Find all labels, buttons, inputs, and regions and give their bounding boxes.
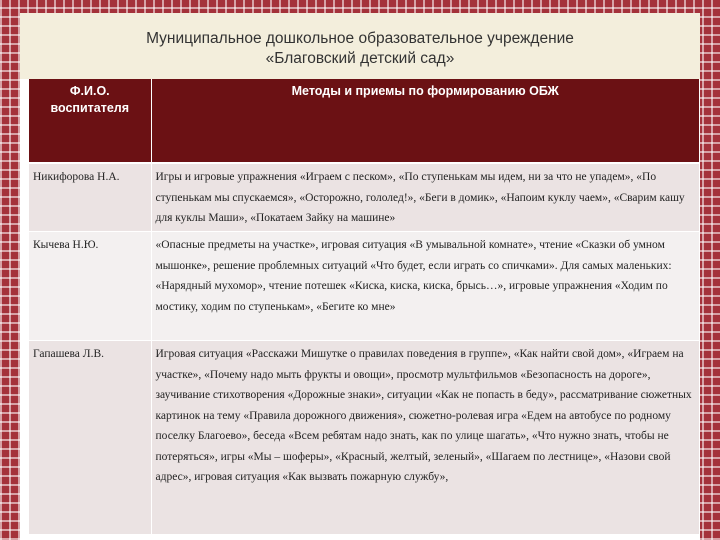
title-line-1: Муниципальное дошкольное образовательное учреждение (146, 30, 574, 47)
methods-table (29, 79, 699, 535)
methods-cell: «Опасные предметы на участке», игровая ситуация «В умывальной комнате», чтение «Сказки об умном мышонке», решение проблемных ситуаций «Что будет, если играть со спичками». Для самых маленьких: «Нарядный мухомор», чтение потешек «Киска, киска, киска, брысь…», игровые упражнения «Ходим по мостику, ходим по ступенькам», «Бегите ко мне» (151, 232, 699, 341)
teacher-name-cell: Гапашева Л.В. (29, 341, 151, 535)
teacher-name-cell: Никифорова Н.А. (29, 163, 151, 232)
header-teacher-name: Ф.И.О. воспитателя (29, 79, 151, 163)
table-header-row (29, 79, 699, 163)
table-row (29, 163, 699, 232)
slide (20, 13, 700, 540)
title-line-2: «Благовский детский сад» (265, 50, 455, 67)
methods-cell: Игры и игровые упражнения «Играем с песком», «По ступенькам мы идем, ни за что не упадем», «По ступенькам мы спускаемся», «Осторожно, гололед!», «Беги в домик», «Напоим куклу чаем», «Сварим кашу для куклы Маши», «Покатаем Зайку на машине» (151, 163, 699, 232)
table-row (29, 341, 699, 535)
table-row (29, 232, 699, 341)
methods-cell: Игровая ситуация «Расскажи Мишутке о правилах поведения в группе», «Как найти свой дом», «Играем на участке», «Почему надо мыть фрукты и овощи», просмотр мультфильмов «Безопасность на дороге», заучивание стихотворения «Дорожные знаки», ситуации «Как не попасть в беду», рассматривание сюжетных картинок на тему «Правила дорожного движения», сюжетно-ролевая игра «Едем на автобусе по родному поселку Благоево», беседа «Всем ребятам надо знать, как по улице шагать», «Что нужно знать, чтобы не потеряться», игры «Мы – шоферы», «Красный, желтый, зеленый», «Шагаем по лестнице», «Назови свой адрес», игровая ситуация «Как вызвать пожарную службу», (151, 341, 699, 535)
slide-title (20, 13, 700, 79)
header-methods: Методы и приемы по формированию ОБЖ (151, 79, 699, 163)
teacher-name-cell: Кычева Н.Ю. (29, 232, 151, 341)
